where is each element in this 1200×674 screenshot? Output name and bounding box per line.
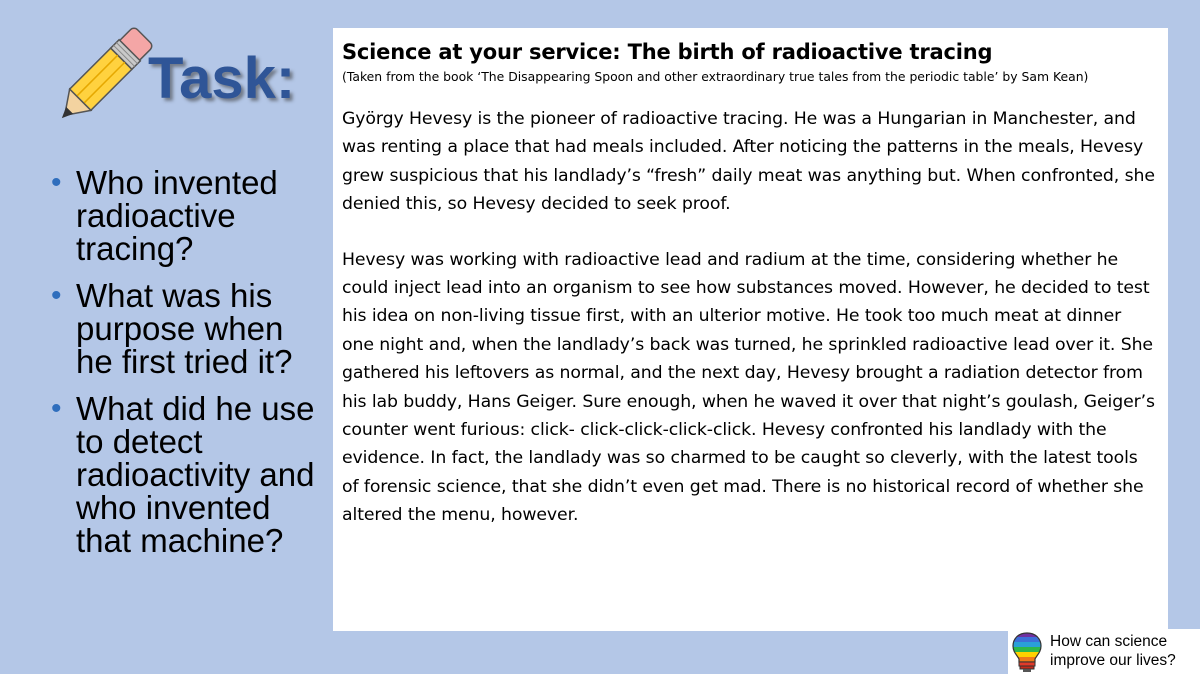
reading-source: (Taken from the book ‘The Disappearing Spoon and other extraordinary true tales from the periodic table’ by Sam Kean): [342, 69, 1089, 84]
bullet-icon: •: [51, 392, 62, 425]
task-question-list: [50, 166, 320, 571]
bullet-icon: •: [51, 166, 62, 199]
task-question-text: What did he use to detect radioactivity and who invented that machine?: [76, 390, 315, 559]
task-question: [50, 392, 320, 557]
reading-passage: [333, 28, 1168, 631]
rainbow-lightbulb-icon: [1010, 631, 1044, 673]
footer-text: [1050, 632, 1198, 670]
footer-line: improve our lives?: [1050, 652, 1176, 669]
task-question-text: Who invented radioactive tracing?: [76, 164, 278, 267]
task-title: Task:: [148, 46, 296, 111]
reading-title: Science at your service: The birth of radioactive tracing: [342, 40, 993, 64]
task-question-text: What was his purpose when he first tried it?: [76, 277, 293, 380]
bullet-icon: •: [51, 279, 62, 312]
reading-paragraph: György Hevesy is the pioneer of radioactive tracing. He was a Hungarian in Manchester, and was renting a place that had meals included. After noticing the patterns in the meals, Hevesy grew suspicious that his landlady’s “fresh” daily meat was anything but. When confronted, she denied this, so Hevesy decided to seek proof.: [342, 109, 1155, 215]
footer-badge: [1008, 629, 1200, 674]
task-question: [50, 166, 320, 265]
task-question: [50, 279, 320, 378]
reading-paragraph: Hevesy was working with radioactive lead and radium at the time, considering whether he could inject lead into an organism to see how substances moved. However, he decided to test his idea on non-living tissue first, with an ulterior motive. He took too much meat at dinner one night and, when the landlady’s back was turned, he sprinkled radioactive lead over it. She gathered his leftovers as normal, and the next day, Hevesy brought a radiation detector from his lab buddy, Hans Geiger. Sure enough, when he waved it over that night’s goulash, Geiger’s counter went furious: click- click-click-click-click. Hevesy confronted his landlady with the evidence. In fact, the landlady was so charmed to be caught so cleverly, with the latest tools of forensic science, that she didn’t even get mad. There is no historical record of whether she altered the menu, however.: [342, 249, 1155, 526]
footer-line: How can science: [1050, 633, 1168, 650]
